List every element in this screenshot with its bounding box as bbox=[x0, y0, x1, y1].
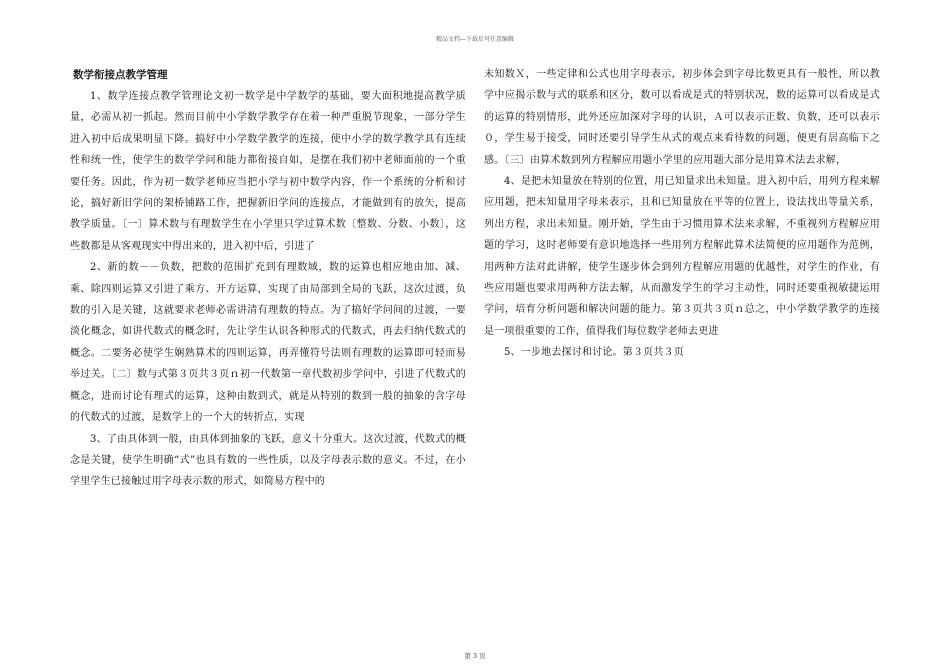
left-column bbox=[70, 64, 466, 493]
paragraph-2: 2、新的数－－负数，把数的范围扩充到有理数域，数的运算也相应地由加、减、乘、除四则运算又引进了乘方、开方运算，实现了由局部到全局的飞跃，这次过渡，负数的引入是关键，这就要求老师必需讲清有理数的特点。为了搞好学问间的过渡，一要淡化概念，如讲代数式的概念时，先让学生认识各种形式的代数式，再去归纳代数式的概念。二要务必使学生娴熟算术的四则运算，再弄懂符号法则有理数的运算即可轻而易举过关。〔二〕数与式第３页共３页ｎ初一代数第一章代数初步学问中，引进了代数式的概念，进而讨论有理式的运算，这种由数到式，就是从特别的数到一般的抽象的含字母的代数式的过渡，是数学上的一个大的转折点，实现 bbox=[70, 262, 466, 424]
page-header: 精品文档—下载后可任意编辑 bbox=[435, 36, 514, 43]
paragraph-5: 5、一步地去探讨和讨论。第３页共３页 bbox=[504, 347, 684, 359]
paragraph-4: 4、是把未知量放在特别的位置，用已知量求出未知量。进入初中后，用列方程来解应用题，把未知量用字母来表示，且和已知量放在平等的位置上，设法找出等量关系，列出方程，求出未知量。刚开始，学生由于习惯用算术法来求解，不重视列方程解应用题的学习，这时老师要有意识地选择一些用列方程解此算术法简便的应用题作为范例，用两种方法对此讲解，使学生逐步体会到列方程解应用题的优越性，对学生的作业，有些应用题也要求用两种方法去解，从而激发学生的学习主动性，同时还要重视敏捷运用学问，培育分析问题和解决问题的能力。第３页共３页ｎ总之，中小学数学教学的连接是一项很重要的工作，值得我们每位数学老师去更进 bbox=[484, 176, 880, 337]
paragraph-3: 3、了由具体到一般，由具体到抽象的飞跃，意义十分重大。这次过渡，代数式的概念是关键，使学生明确“式”也具有数的一些性质，以及字母表示数的意义。不过，在小学里学生已接触过用字母表示数的形式，如简易方程中的 bbox=[70, 433, 466, 488]
paragraph-3-continued: 未知数Ｘ，一些定律和公式也用字母表示，初步体会到字母比数更具有一般性，所以教学中应揭示数与式的联系和区分，数可以看成是式的特别状况，数的运算可以看成是式的运算的特别情形，此外还应加深对字母的认识，Ａ可以表示正数、负数，还可以表示０，学生易于接受，同时还要引导学生从式的观点来看待数的问题，便更有居高临下之感。〔三〕由算术数到列方程解应用题小学里的应用题大部分是用算术法去求解， bbox=[484, 69, 880, 166]
page-number: 第 3 页 bbox=[464, 652, 486, 660]
document-title: 数学衔接点教学管理 bbox=[73, 69, 168, 81]
right-column bbox=[484, 64, 880, 364]
paragraph-1: 1、数学连接点教学管理论文初一数学是中学数学的基础，要大面积地提高教学质量，必需从初一抓起。然而目前中小学数学教学存在着一种严重脱节现象，一部分学生进入初中后成果明显下降。搞好中小学数学教学的连接，使中小学的数学教学具有连续性和统一性，使学生的数学学问和能力都衔接自如，是摆在我们初中老师面前的一个重要任务。因此，作为初一数学老师应当把小学与初中数学内容，作一个系统的分析和讨论，搞好新旧学问的架桥铺路工作，把握新旧学问的连接点，才能做到有的放矢，提高教学质量。〔一〕算术数与有理数学生在小学里只学过算术数〔整数、分数、小数〕，这些数都是从客观现实中得出来的，进入初中后，引进了 bbox=[70, 91, 466, 252]
